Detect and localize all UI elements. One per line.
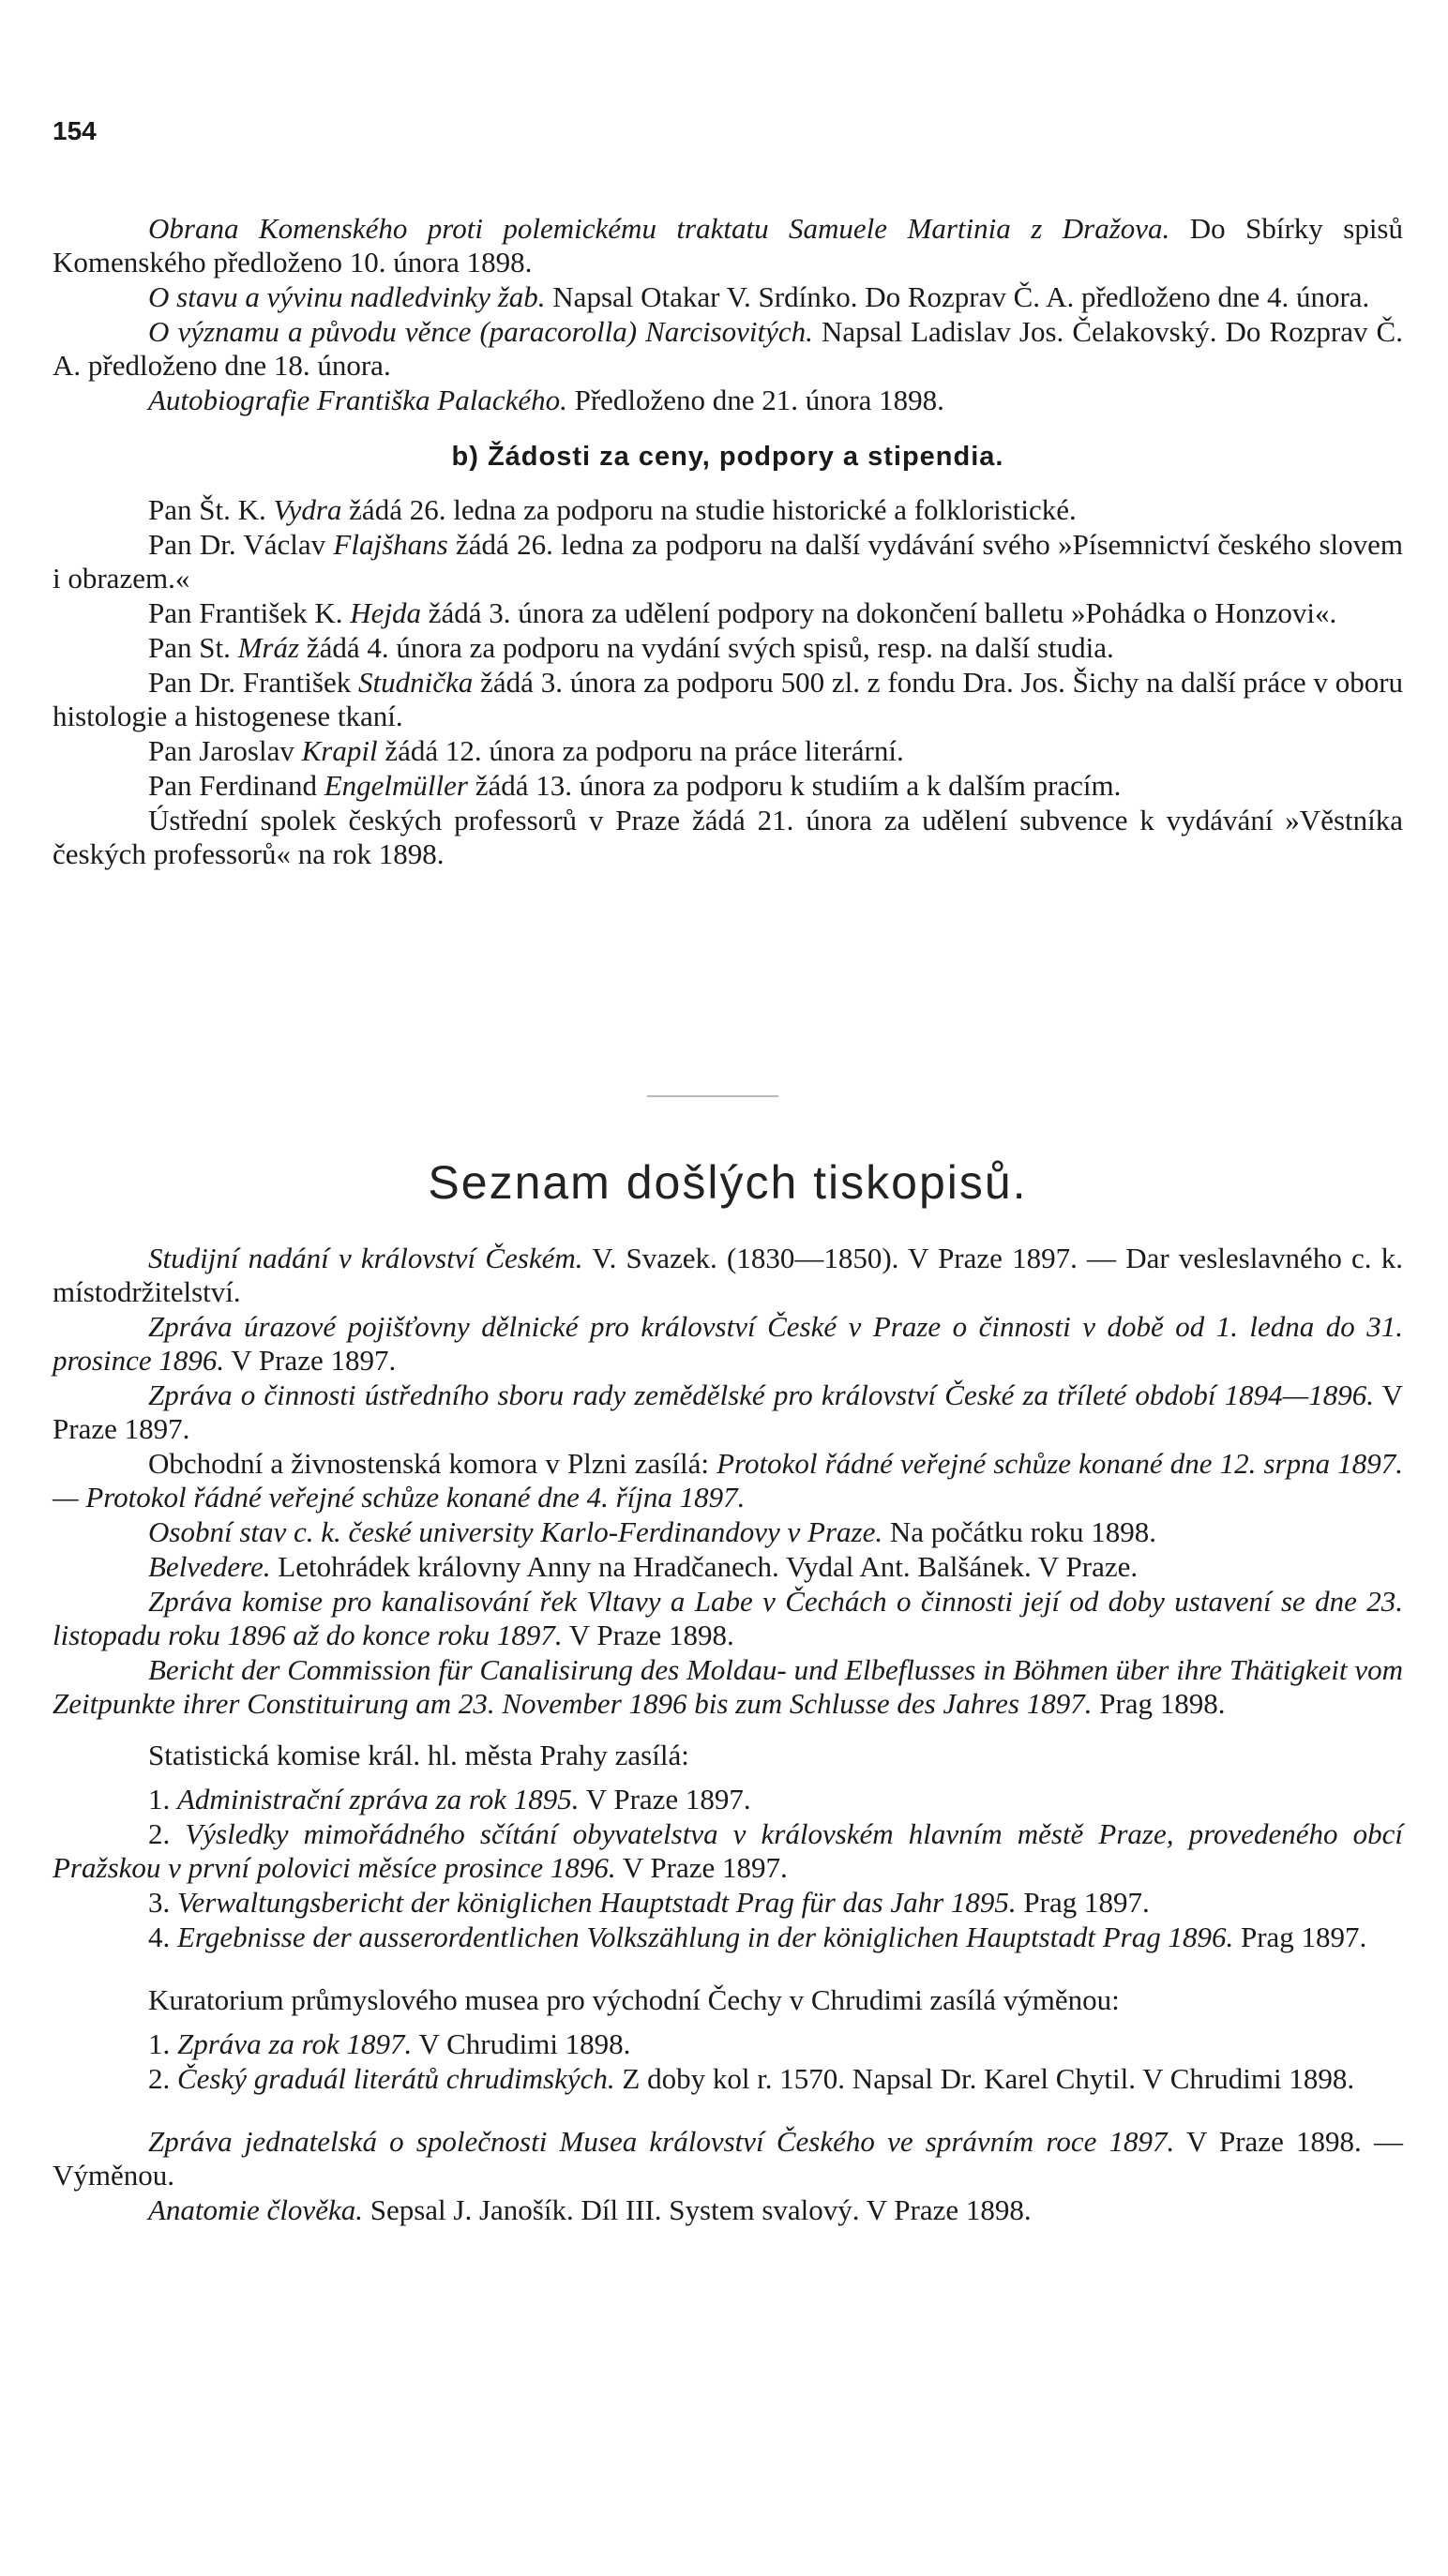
request-post: žádá 4. února za podporu na vydání svých spisů, resp. na další studia. (306, 631, 1114, 664)
print-pre: Obchodní a živnostenská komora v Plzni zasílá: (148, 1447, 709, 1480)
request-pre: Pan Dr. František (148, 666, 352, 699)
print-title: Zpráva o činnosti ústředního sboru rady zemědělské pro království České za tříleté období 1894—1896. (148, 1378, 1374, 1411)
print-title: Osobní stav c. k. české university Karlo-Ferdinandovy v Praze. (148, 1515, 883, 1548)
item-title: Zpráva jednatelská o společnosti Musea království Českého ve správním roce 1897. (148, 2125, 1175, 2158)
stat-item-4 (53, 1921, 1403, 1954)
entry-1 (53, 280, 1403, 314)
prints-section (53, 1155, 1403, 2228)
print-title: Belvedere. (148, 1550, 271, 1583)
request-7 (53, 804, 1403, 871)
entry-title: O stavu a vývinu nadledvinky žab. (148, 280, 546, 313)
item-rest: V Chrudimi 1898. (418, 2027, 631, 2060)
item-number: 2. (148, 1817, 171, 1850)
item-title: Verwaltungsbericht der königlichen Hauptstadt Prag für das Jahr 1895. (177, 1886, 1017, 1919)
item-title: Anatomie člověka. (148, 2193, 363, 2226)
item-title: Český graduál literátů chrudimských. (177, 2062, 615, 2095)
item-number: 4. (148, 1921, 171, 1953)
print-title: Protokol řádné veřejné schůze konané dne 12. srpna 1897. — Protokol řádné veřejné schůze konané dne 4. října 1897. (53, 1447, 1403, 1514)
kuratorium-item-2 (53, 2062, 1403, 2096)
entry-title: Autobiografie Františka Palackého. (148, 384, 567, 416)
item-title: Výsledky mimořádného sčítání obyvatelstva v královském hlavním městě Praze, provedeného obcí Pražskou v první polovici měsíce prosince 1896. (53, 1817, 1403, 1884)
request-name: Flajšhans (333, 528, 448, 561)
item-rest: V Praze 1898. — Výměnou. (53, 2125, 1403, 2192)
final-entry-2 (53, 2193, 1403, 2227)
print-rest: Letohrádek královny Anny na Hradčanech. Vydal Ant. Balšánek. V Praze. (278, 1550, 1139, 1583)
item-number: 1. (148, 1783, 171, 1815)
request-name: Krapil (301, 734, 378, 767)
print-rest: Prag 1898. (1099, 1687, 1226, 1720)
print-title: Zpráva komise pro kanalisování řek Vltavy a Labe v Čechách o činnosti její od doby ustavení se dne 23. listopadu roku 1896 až do konce roku 1897. (53, 1585, 1403, 1651)
request-post: žádá 3. února za udělení podpory na dokončení balletu »Pohádka o Honzovi«. (428, 596, 1337, 629)
entries-a (53, 212, 1403, 872)
request-3 (53, 631, 1403, 665)
section-title: Seznam došlých tiskopisů. (428, 1156, 1028, 1209)
print-rest: V Praze 1897. (231, 1344, 397, 1377)
request-2 (53, 596, 1403, 630)
request-post: žádá 3. února za podporu 500 zl. z fondu Dra. Jos. Šichy na další práce v oboru histologie a histogenese tkaní. (53, 666, 1404, 732)
item-rest: Z doby kol r. 1570. Napsal Dr. Karel Chytil. V Chrudimi 1898. (622, 2062, 1355, 2095)
entry-title: O významu a původu věnce (paracorolla) Narcisovitých. (148, 315, 813, 348)
request-6 (53, 769, 1403, 803)
item-rest: Sepsal J. Janošík. Díl III. System svalový. V Praze 1898. (370, 2193, 1032, 2226)
item-rest: Prag 1897. (1240, 1921, 1367, 1953)
subheading-b: b) Žádosti za ceny, podpory a stipendia. (451, 442, 1004, 472)
entry-rest: Napsal Otakar V. Srdínko. Do Rozprav Č. A. předloženo dne 4. února. (552, 280, 1370, 313)
item-title: Zpráva za rok 1897. (177, 2027, 413, 2060)
item-number: 2. (148, 2062, 171, 2095)
item-title: Ergebnisse der ausserordentlichen Volkszählung in der königlichen Hauptstadt Prag 1896. (177, 1921, 1234, 1953)
final-entry-1 (53, 2125, 1403, 2192)
stat-item-2 (53, 1817, 1403, 1885)
stat-item-1 (53, 1783, 1403, 1816)
print-0 (53, 1242, 1403, 1309)
request-pre: Pan Ferdinand (148, 769, 317, 802)
item-rest: V Praze 1897. (622, 1851, 788, 1884)
print-title: Zpráva úrazové pojišťovny dělnické pro království České v Praze o činnosti v době od 1. ledna do 31. prosince 1896. (53, 1310, 1403, 1377)
item-rest: V Praze 1897. (585, 1783, 751, 1815)
request-0 (53, 493, 1403, 527)
item-title: Administrační zpráva za rok 1895. (177, 1783, 580, 1815)
entry-rest: Napsal Ladislav Jos. Čelakovský. Do Rozprav Č. A. předloženo dne 18. února. (53, 315, 1403, 382)
entry-0 (53, 212, 1403, 279)
section-divider (647, 1095, 778, 1097)
kuratorium-intro: Kuratorium průmyslového musea pro východní Čechy v Chrudimi zasílá výměnou: (148, 1983, 1120, 2016)
print-title: Studijní nadání v království Českém. (148, 1242, 583, 1274)
print-rest: V Praze 1898. (568, 1619, 734, 1651)
request-post: žádá 12. února za podporu na práce literární. (385, 734, 904, 767)
stat-item-3 (53, 1886, 1403, 1920)
entry-3 (53, 384, 1403, 417)
entry-rest: Předloženo dne 21. února 1898. (574, 384, 944, 416)
print-3 (53, 1447, 1403, 1514)
request-post: žádá 26. ledna za podporu na studie historické a folkloristické. (349, 493, 1077, 526)
entry-title: Obrana Komenského proti polemickému traktatu Samuele Martinia z Dražova. (148, 212, 1170, 245)
entry-rest: Do Sbírky spisů Komenského předloženo 10. února 1898. (53, 212, 1403, 279)
print-rest: V. Svazek. (1830—1850). V Praze 1897. — Dar vesleslavného c. k. místodržitelství. (53, 1242, 1403, 1308)
print-5 (53, 1550, 1403, 1584)
request-1 (53, 528, 1403, 595)
print-4 (53, 1515, 1403, 1549)
request-post: Ústřední spolek českých professorů v Praze žádá 21. února za udělení subvence k vydávání »Věstníka českých professorů« na rok 1898. (53, 804, 1403, 870)
kuratorium-item-1 (53, 2027, 1403, 2061)
request-name: Engelmüller (324, 769, 468, 802)
print-title: Bericht der Commission für Canalisirung des Moldau- und Elbeflusses in Böhmen über ihre Thätigkeit vom Zeitpunkte ihrer Constituirung am 23. November 1896 bis zum Schlusse des Jahres 1897. (53, 1653, 1403, 1720)
request-name: Studnička (358, 666, 474, 699)
print-1 (53, 1310, 1403, 1378)
request-name: Hejda (350, 596, 422, 629)
print-7 (53, 1653, 1403, 1721)
print-2 (53, 1378, 1403, 1446)
request-post: žádá 13. února za podporu k studiím a k dalším pracím. (475, 769, 1122, 802)
print-rest: V Praze 1897. (53, 1378, 1403, 1445)
request-pre: Pan František K. (148, 596, 343, 629)
item-rest: Prag 1897. (1023, 1886, 1150, 1919)
request-5 (53, 734, 1403, 768)
print-rest: Na počátku roku 1898. (889, 1515, 1156, 1548)
item-number: 3. (148, 1886, 171, 1919)
request-post: žádá 26. ledna za podporu na další vydávání svého »Písemnictví českého slovem i obrazem.« (53, 528, 1403, 595)
request-pre: Pan Dr. Václav (148, 528, 326, 561)
page-number: 154 (53, 116, 97, 145)
stat-intro: Statistická komise král. hl. města Prahy zasílá: (148, 1739, 689, 1771)
request-name: Mráz (237, 631, 300, 664)
request-pre: Pan Št. K. (148, 493, 266, 526)
request-pre: Pan St. (148, 631, 231, 664)
request-4 (53, 666, 1403, 733)
entry-2 (53, 315, 1403, 383)
item-number: 1. (148, 2027, 171, 2060)
print-6 (53, 1585, 1403, 1652)
request-name: Vydra (273, 493, 342, 526)
request-pre: Pan Jaroslav (148, 734, 294, 767)
